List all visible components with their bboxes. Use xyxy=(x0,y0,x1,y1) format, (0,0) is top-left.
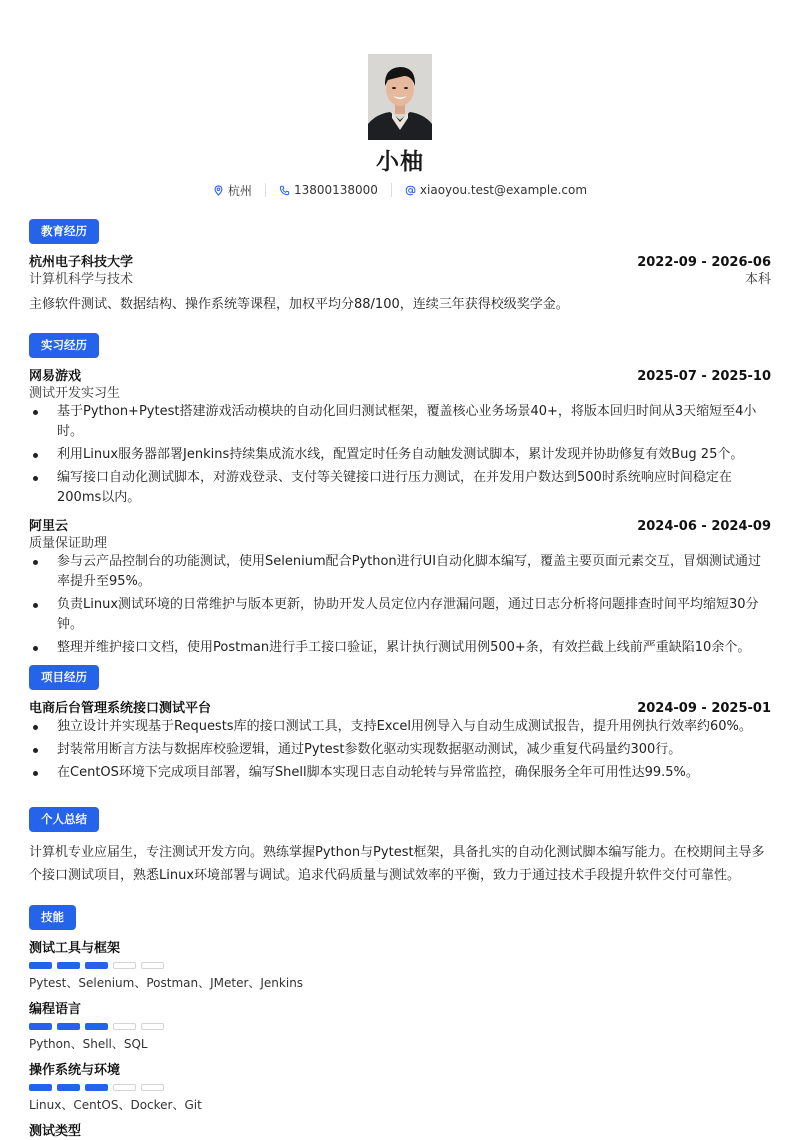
internship-entry xyxy=(29,368,771,508)
skill-title: 测试工具与框架 xyxy=(29,941,121,956)
skill-group xyxy=(29,1001,771,1052)
bullet-item: 封装常用断言方法与数据库校验逻辑，通过Pytest参数化驱动实现数据驱动测试，减少重复代码量约300行。 xyxy=(29,740,771,760)
skill-group xyxy=(29,1123,771,1140)
project-date: 2024-09 - 2025-01 xyxy=(637,701,771,716)
company-name: 网易游戏 xyxy=(29,369,82,384)
level-bar-filled xyxy=(85,1023,108,1030)
project-name: 电商后台管理系统接口测试平台 xyxy=(29,701,212,716)
level-bar-empty xyxy=(113,1084,136,1091)
skill-title: 测试类型 xyxy=(29,1124,82,1139)
skill-level-bars xyxy=(29,962,771,969)
skill-title: 编程语言 xyxy=(29,1002,82,1017)
contact-info xyxy=(29,182,771,198)
skill-items: Pytest、Selenium、Postman、JMeter、Jenkins xyxy=(29,976,304,990)
role: 测试开发实习生 xyxy=(29,386,121,401)
role: 质量保证助理 xyxy=(29,536,108,551)
location-pin-icon xyxy=(213,185,224,196)
section-badge-skills: 技能 xyxy=(29,905,76,930)
portrait-image xyxy=(368,54,432,140)
level-bar-filled xyxy=(29,1023,52,1030)
contact-location xyxy=(213,182,252,199)
education-date: 2022-09 - 2026-06 xyxy=(637,255,771,270)
level-bar-filled xyxy=(29,962,52,969)
level-bar-filled xyxy=(85,962,108,969)
project-bullets xyxy=(29,717,771,783)
bullet-item: 基于Python+Pytest搭建游戏活动模块的自动化回归测试框架，覆盖核心业务场景40+，将版本回归时间从3天缩短至4小时。 xyxy=(29,402,771,442)
skill-level-bars xyxy=(29,1023,771,1030)
education-section xyxy=(29,219,771,316)
section-badge-summary: 个人总结 xyxy=(29,807,99,832)
internship-bullets xyxy=(29,402,771,508)
skill-group xyxy=(29,1062,771,1113)
project-entry xyxy=(29,700,771,783)
bullet-item: 在CentOS环境下完成项目部署，编写Shell脚本实现日志自动轮转与异常监控，确保服务全年可用性达99.5%。 xyxy=(29,763,771,783)
level-bar-empty xyxy=(141,962,164,969)
section-badge-project: 项目经历 xyxy=(29,665,99,690)
phone-text: 13800138000 xyxy=(293,183,378,197)
summary-section xyxy=(29,807,771,887)
internship-date: 2025-07 - 2025-10 xyxy=(637,369,771,384)
degree: 本科 xyxy=(744,272,771,287)
bullet-item: 独立设计并实现基于Requests库的接口测试工具，支持Excel用例导入与自动生成测试报告，提升用例执行效率约60%。 xyxy=(29,717,771,737)
phone-icon xyxy=(279,185,290,196)
avatar-photo xyxy=(368,54,432,140)
location-text: 杭州 xyxy=(227,183,252,198)
bullet-item: 整理并维护接口文档，使用Postman进行手工接口验证，累计执行测试用例500+条，有效拦截上线前严重缺陷10余个。 xyxy=(29,638,771,658)
internship-date: 2024-06 - 2024-09 xyxy=(637,519,771,534)
level-bar-empty xyxy=(113,1023,136,1030)
contact-email[interactable] xyxy=(405,183,587,197)
skill-level-bars xyxy=(29,1084,771,1091)
skill-items: Linux、CentOS、Docker、Git xyxy=(29,1098,202,1112)
skills-section xyxy=(29,905,771,1140)
section-badge-internship: 实习经历 xyxy=(29,333,99,358)
divider xyxy=(265,183,266,197)
level-bar-filled xyxy=(57,962,80,969)
company-name: 阿里云 xyxy=(29,519,69,534)
skill-group xyxy=(29,940,771,991)
level-bar-filled xyxy=(85,1084,108,1091)
level-bar-filled xyxy=(29,1084,52,1091)
resume-header xyxy=(29,0,771,198)
level-bar-empty xyxy=(113,962,136,969)
candidate-name: 小柚 xyxy=(376,149,424,175)
divider xyxy=(391,183,392,197)
at-sign-icon xyxy=(405,185,416,196)
bullet-item: 负责Linux测试环境的日常维护与版本更新，协助开发人员定位内存泄漏问题，通过日志分析将问题排查时间平均缩短30分钟。 xyxy=(29,595,771,635)
level-bar-filled xyxy=(57,1023,80,1030)
internship-section xyxy=(29,333,771,661)
skill-items: Python、Shell、SQL xyxy=(29,1037,148,1051)
level-bar-empty xyxy=(141,1023,164,1030)
school-name: 杭州电子科技大学 xyxy=(29,255,134,270)
project-section xyxy=(29,665,771,786)
major: 计算机科学与技术 xyxy=(29,272,134,287)
contact-phone[interactable] xyxy=(279,183,378,197)
level-bar-empty xyxy=(141,1084,164,1091)
bullet-item: 参与云产品控制台的功能测试，使用Selenium配合Python进行UI自动化脚本编写，覆盖主要页面元素交互，冒烟测试通过率提升至95%。 xyxy=(29,552,771,592)
skill-title: 操作系统与环境 xyxy=(29,1063,121,1078)
internship-bullets xyxy=(29,552,771,658)
bullet-item: 利用Linux服务器部署Jenkins持续集成流水线，配置定时任务自动触发测试脚本，累计发现并协助修复有效Bug 25个。 xyxy=(29,445,771,465)
section-badge-education: 教育经历 xyxy=(29,219,99,244)
bullet-item: 编写接口自动化测试脚本，对游戏登录、支付等关键接口进行压力测试，在并发用户数达到500时系统响应时间稳定在200ms以内。 xyxy=(29,468,771,508)
level-bar-filled xyxy=(57,1084,80,1091)
education-description: 主修软件测试、数据结构、操作系统等课程，加权平均分88/100，连续三年获得校级奖学金。 xyxy=(29,297,569,312)
internship-entry xyxy=(29,518,771,658)
summary-text: 计算机专业应届生，专注测试开发方向。熟练掌握Python与Pytest框架，具备扎实的自动化测试脚本编写能力。在校期间主导多个接口测试项目，熟悉Linux环境部署与调试。追求代码质量与测试效率的平衡，致力于通过技术手段提升软件交付可靠性。 xyxy=(29,845,765,883)
email-text: xiaoyou.test@example.com xyxy=(419,183,588,197)
